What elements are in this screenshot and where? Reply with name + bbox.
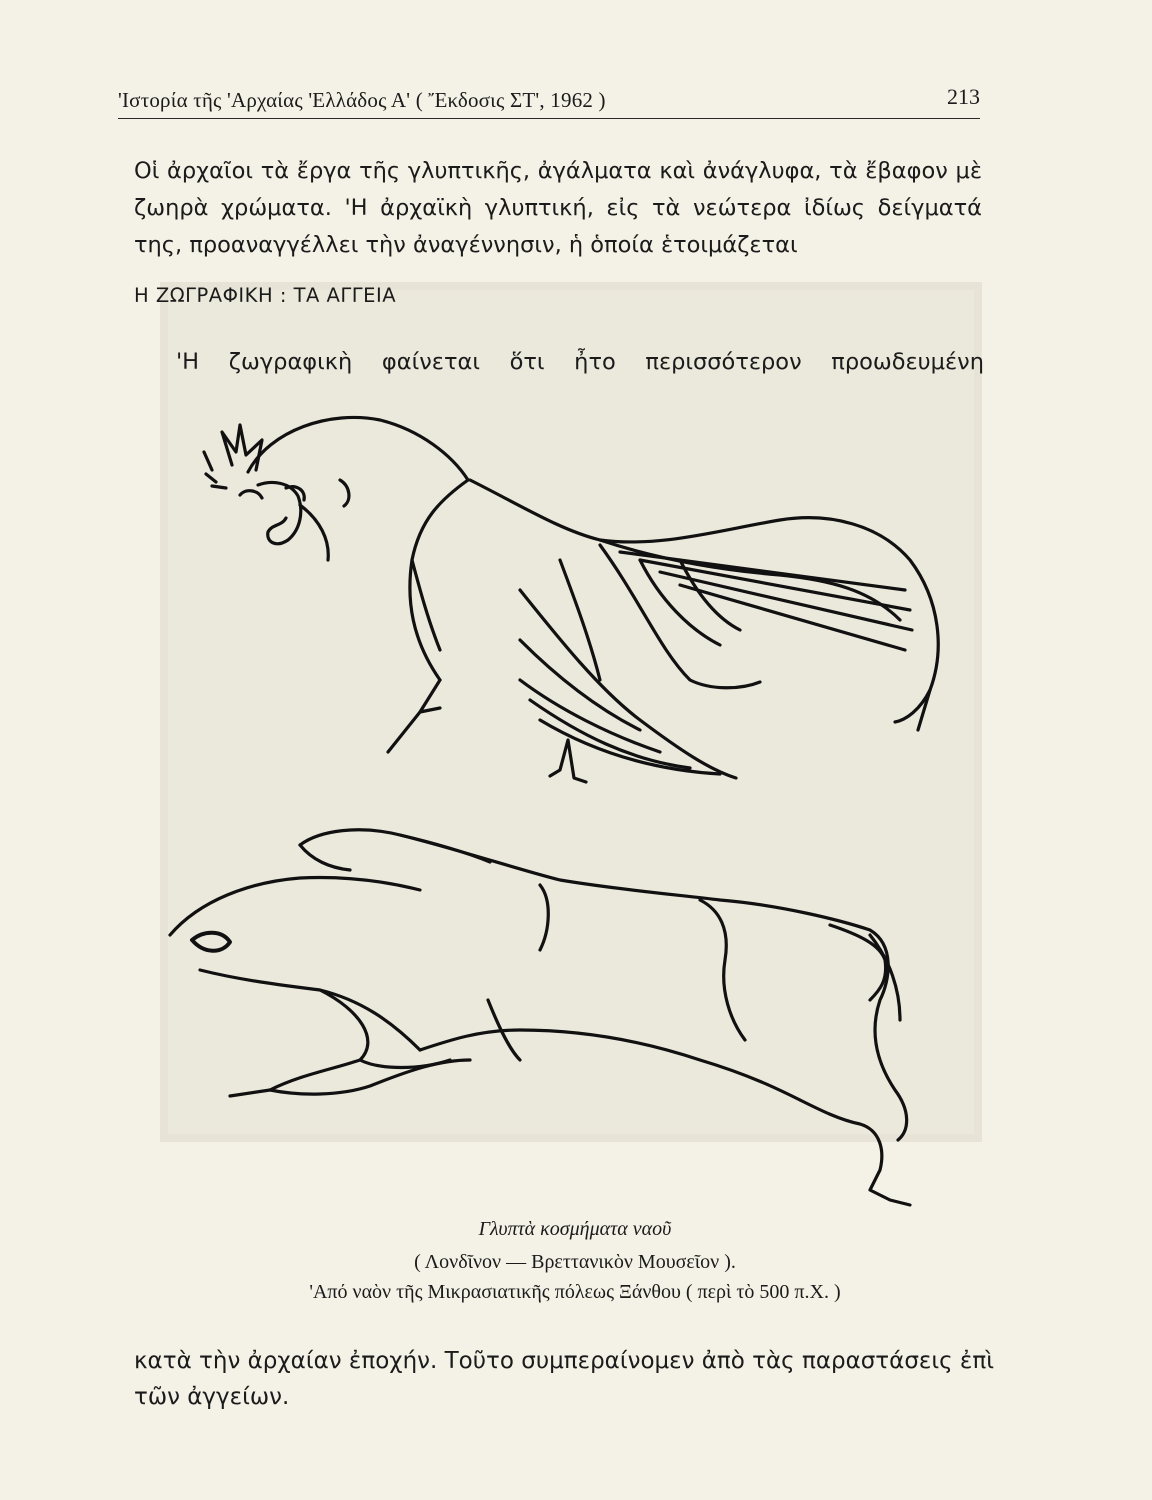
page-number: 213 <box>947 84 980 109</box>
section-heading: Η ΖΩΓΡΑΦΙΚΗ : ΤΑ ΑΓΓΕΙΑ <box>134 284 397 307</box>
paragraph-sculpture: Οἱ ἀρχαῖοι τὰ ἔργα τῆς γλυπτικῆς, ἀγάλματα καὶ ἀνάγλυφα, τὰ ἔβαφον μὲ ζωηρὰ χρώματα. 'Η ἀρχαϊκὴ γλυπτική, εἰς τὰ νεώτερα ἰδίως δείγματά της, προαναγγέλλει τὴν ἀναγέννησιν, ἡ ὁποία ἑτοιμάζεται <box>134 158 982 258</box>
running-head: 'Ιστορία τῆς 'Αρχαίας 'Ελλάδος Α' ( Ἔκδοσις ΣΤ', 1962 ) <box>118 88 606 112</box>
boar-drawing <box>170 830 910 1205</box>
figure-caption-origin: 'Από ναὸν τῆς Μικρασιατικῆς πόλεως Ξάνθου ( περὶ τὸ 500 π.Χ. ) <box>309 1281 841 1303</box>
figure-caption-location: ( Λονδῖνον — Βρεττανικὸν Μουσεῖον ). <box>414 1251 736 1273</box>
rooster-drawing <box>204 417 938 782</box>
paragraph-painting-end: κατὰ τὴν ἀρχαίαν ἐποχήν. Τοῦτο συμπεραίνομεν ἀπὸ τὰς παραστάσεις ἐπὶ τῶν ἀγγείων. <box>134 1348 994 1410</box>
figure-caption-title: Γλυπτὰ κοσμήματα ναοῦ <box>478 1218 672 1240</box>
paragraph-painting-start: 'Η ζωγραφικὴ φαίνεται ὅτι ἦτο περισσότερον προωδευμένη <box>176 349 984 375</box>
